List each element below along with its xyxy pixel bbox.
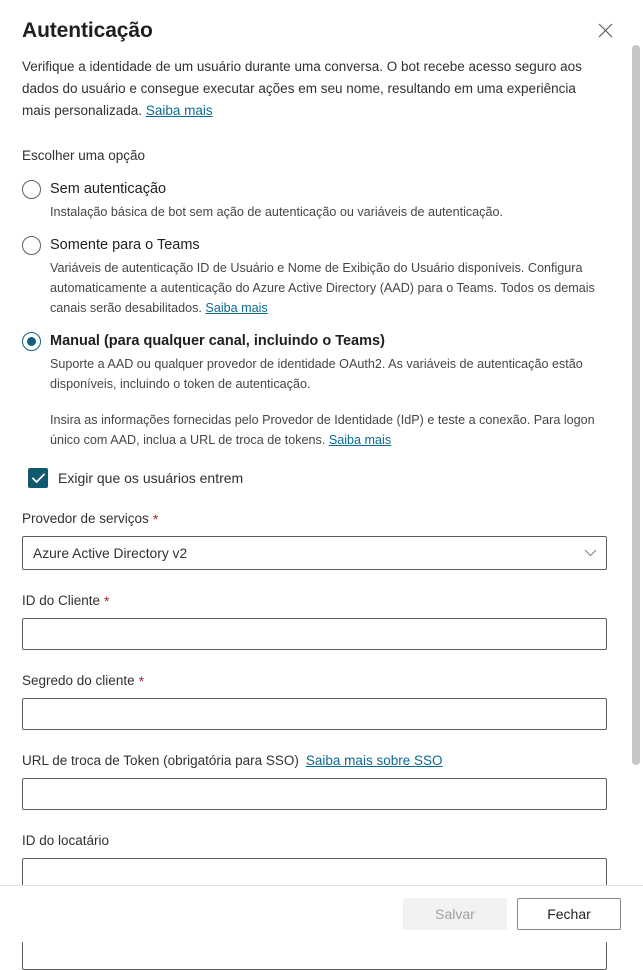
option-manual-description-secondary-text: Insira as informações fornecidas pelo Provedor de Identidade (IdP) e teste a conexão. Para logon único com AAD, inclua a URL de troca de tokens.: [50, 413, 595, 447]
close-icon: [598, 23, 613, 38]
required-marker: *: [104, 593, 110, 609]
client-secret-label: [22, 671, 607, 691]
client-id-input[interactable]: [22, 618, 607, 650]
close-dialog-button[interactable]: Fechar: [517, 898, 621, 930]
learn-more-sso-link[interactable]: Saiba mais sobre SSO: [305, 753, 443, 768]
option-teams-only-description: [50, 258, 607, 318]
option-no-authentication: [22, 179, 607, 222]
client-secret-label-text: Segredo do cliente: [22, 673, 135, 688]
option-manual-label: Manual (para qualquer canal, incluindo o Teams): [50, 333, 385, 349]
option-manual-description-secondary: [50, 410, 607, 450]
service-provider-select[interactable]: [22, 536, 607, 570]
page-title: Autenticação: [22, 19, 153, 42]
client-id-label: [22, 591, 607, 611]
learn-more-link-teams[interactable]: Saiba mais: [205, 301, 268, 315]
scrollbar-thumb[interactable]: [632, 45, 640, 765]
option-manual-row[interactable]: [22, 331, 607, 351]
option-teams-only-label: Somente para o Teams: [50, 237, 200, 253]
option-manual-description: Suporte a AAD ou qualquer provedor de identidade OAuth2. As variáveis de autenticação estão disponíveis, incluindo o token de autenticação.: [50, 357, 583, 391]
field-token-exchange-url: [22, 751, 607, 810]
field-client-id: [22, 591, 607, 650]
field-tenant-id: [22, 831, 607, 890]
scopes-input[interactable]: [22, 938, 607, 970]
require-signin-row[interactable]: [28, 468, 607, 488]
option-group-label: Escolher uma opção: [22, 148, 146, 163]
dialog-description-text: Verifique a identidade de um usuário durante uma conversa. O bot recebe acesso seguro aos dados do usuário e consegue executar ações em seu nome, resultando em uma experiência mais personalizada.: [22, 59, 582, 118]
token-exchange-url-label: [22, 751, 607, 771]
token-exchange-url-label-text: URL de troca de Token (obrigatória para SSO): [22, 753, 299, 768]
field-client-secret: [22, 671, 607, 730]
dialog-footer: [0, 885, 643, 942]
service-provider-label: [22, 509, 607, 529]
required-marker: *: [138, 673, 145, 689]
dialog-description: [22, 56, 600, 122]
service-provider-label-text: Provedor de serviços: [22, 511, 149, 526]
scrollbar-track[interactable]: [632, 30, 640, 885]
require-signin-label: Exigir que os usuários entrem: [58, 470, 244, 486]
option-no-authentication-row[interactable]: [22, 179, 607, 199]
tenant-id-label: [22, 831, 607, 851]
radio-manual[interactable]: [22, 332, 41, 351]
option-no-authentication-label: Sem autenticação: [50, 181, 167, 197]
option-teams-only: [22, 235, 607, 318]
close-button[interactable]: [589, 14, 621, 46]
option-manual: [22, 331, 607, 450]
radio-teams-only[interactable]: [22, 236, 41, 255]
token-exchange-url-input[interactable]: [22, 778, 607, 810]
field-service-provider: [22, 509, 607, 570]
service-provider-value: Azure Active Directory v2: [33, 545, 188, 561]
radio-no-authentication[interactable]: [22, 180, 41, 199]
check-icon: [32, 473, 45, 484]
service-provider-select-wrap: [22, 536, 607, 570]
client-secret-input[interactable]: [22, 698, 607, 730]
option-no-authentication-description: Instalação básica de bot sem ação de autenticação ou variáveis de autenticação.: [50, 205, 503, 219]
save-button[interactable]: Salvar: [403, 898, 507, 930]
learn-more-link-manual[interactable]: Saiba mais: [328, 433, 392, 447]
require-signin-checkbox[interactable]: [28, 468, 48, 488]
tenant-id-label-text: ID do locatário: [22, 833, 110, 848]
dialog-header: [22, 0, 607, 45]
client-id-label-text: ID do Cliente: [22, 593, 101, 608]
required-marker: *: [152, 511, 159, 527]
option-teams-only-row[interactable]: [22, 235, 607, 255]
option-teams-only-description-text: Variáveis de autenticação ID de Usuário e Nome de Exibição do Usuário disponíveis. Configura automaticamente a autenticação do Azure Active Directory (AAD) para o Teams. Todos os demais canais serão desabilitados.: [50, 261, 595, 315]
learn-more-link-intro[interactable]: Saiba mais: [145, 103, 213, 118]
